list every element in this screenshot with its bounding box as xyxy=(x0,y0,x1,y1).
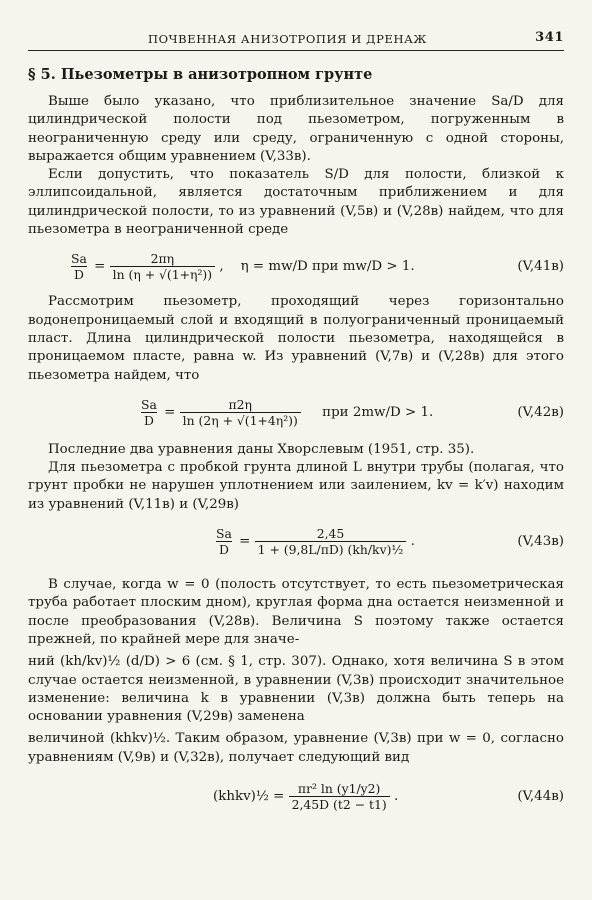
header-rule xyxy=(28,50,564,51)
paragraph-1: Выше было указано, что приблизительное значение Sa/D для цилиндрической полости под пьезометром, погруженным в неограниченную среду или среду, ограниченную с одной стороны, выражается общим уравнением (V,33в). xyxy=(28,94,564,164)
eq44-label: (V,44в) xyxy=(517,789,564,805)
paragraph-6a: В случае, когда w = 0 (полость отсутствует, то есть пьезометрическая труба работает плоским дном), круглая форма дна остается неизменной и после преобразования (V,28в). Величина S поэтому также остается прежней, по крайней мере для значе- xyxy=(28,577,564,647)
paragraph-4: Последние два уравнения даны Хворслевым (1951, стр. 35). xyxy=(48,441,475,457)
eq42-rhs: $\frac{\pi 2\eta}{\text{ln (2η + √(1+4η²))}}$ xyxy=(180,397,301,428)
eq43-lhs: $\frac{Sa}{D}$ xyxy=(216,526,232,558)
equation-44 xyxy=(28,777,564,815)
eq44-condition: . xyxy=(393,789,399,805)
paragraph-2: Если допустить, что показатель S/D для полости, близкой к эллипсоидальной, является достаточным приближением и для цилиндрической полости, то из уравнений (V,5в) и (V,28в) найдем, что для пьезометра в неограниченной среде xyxy=(28,167,564,238)
eq41-lhs: $\frac{Sa}{D}$ xyxy=(71,251,87,283)
book-page xyxy=(28,28,564,823)
eq43-condition: . xyxy=(410,534,415,550)
eq42-condition: при 2mw/D > 1. xyxy=(322,404,434,420)
eq42-lhs: $\frac{Sa}{D}$ xyxy=(141,396,157,428)
paragraph-3: Рассмотрим пьезометр, проходящий через горизонтально водонепроницаемый слой и входящий в полуограниченный проницаемый пласт. Длина цилиндрической полости пьезометра, находящейся в проницаемом пласте, равна w. Из уравнений (V,7в) и (V,28в) для этого пьезометра найдем, что xyxy=(28,294,564,383)
section-title: § 5. Пьезометры в анизотропном грунте xyxy=(28,66,373,83)
eq44-rhs: $\frac{\text{πr² ln (y1/y2)}}{2,45D (t2 - t1)}$ xyxy=(289,781,390,812)
running-header xyxy=(28,28,564,50)
eq41-condition: η = mw/D при mw/D > 1. xyxy=(240,259,415,275)
equation-41: $\frac{Sa}{D}$ = $\frac{2\pi\eta}{\text{ln (η + √(1+η²))}}$ , η = mw/D при mw/D > 1. (V,41в) xyxy=(28,247,564,285)
eq41-label: (V,41в) xyxy=(517,259,564,275)
eq43-rhs: $\frac{2,45}{\text{1 + (9,8L/πD) (kh/kv)½}}$ xyxy=(255,526,407,557)
equation-43: $\frac{Sa}{D}$ = $\frac{2,45}{\text{1 + (9,8L/πD) (kh/kv)½}}$ . (V,43в) xyxy=(28,522,564,566)
running-title: ПОЧВЕННАЯ АНИЗОТРОПИЯ И ДРЕНАЖ xyxy=(148,32,427,46)
eq42-label: (V,42в) xyxy=(517,404,564,420)
equation-42: $\frac{Sa}{D}$ = $\frac{\pi 2\eta}{\text{ln (2η + √(1+4η²))}}$ при 2mw/D > 1. (V,42в) xyxy=(28,393,564,431)
eq43-label: (V,43в) xyxy=(517,534,564,550)
eq41-rhs: $\frac{2\pi\eta}{\text{ln (η + √(1+η²))}}$ xyxy=(110,251,215,282)
eq44-lhs: (khkv)½ = xyxy=(213,789,285,805)
paragraph-6c: величиной (khkv)½. Таким образом, уравнение (V,3в) при w = 0, согласно уравнениям (V,9в) и (V,32в), получает следующий вид xyxy=(28,731,564,765)
paragraph-5: Для пьезометра с пробкой грунта длиной L внутри трубы (полагая, что грунт пробки не нарушен уплотнением или заилением, kv = k′v) находим из уравнений (V,11в) и (V,29в) xyxy=(28,460,564,512)
page-number: 341 xyxy=(535,30,564,45)
paragraph-6b: ний (kh/kv)½ (d/D) > 6 (см. § 1, стр. 307). Однако, хотя величина S в этом случае остается неизменной, в уравнении (V,3в) происходит значительное изменение: величина k в уравнении (V,3в) должна быть теперь на основании уравнения (V,29в) заменена xyxy=(28,654,564,725)
